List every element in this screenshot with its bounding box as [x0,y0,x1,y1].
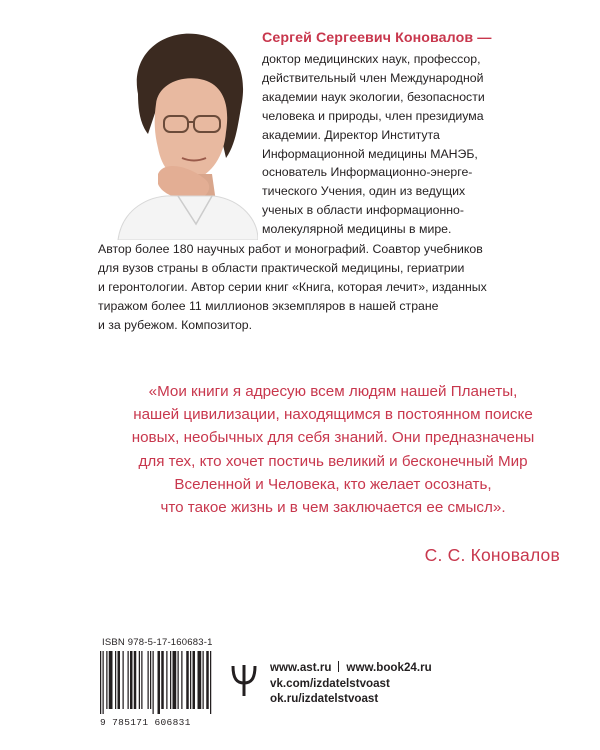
barcode-bar [206,651,209,709]
bio-line: тиражом более 11 миллионов экземпляров в нашей стране [98,298,439,313]
barcode-bar [190,651,191,709]
barcode-bar [150,651,151,709]
barcode-bar [210,651,211,714]
barcode-bar [123,651,124,709]
bio-line: академии наук экологии, безопасности [262,89,485,104]
bio-line: молекулярной медицины в мире. [262,222,452,237]
bio-line: Информационной медицины МАНЭБ, [262,146,478,161]
author-photo [108,24,258,240]
bio-line: основатель Информационно-энерге- [262,165,473,180]
barcode-bar [109,651,113,709]
link-vk[interactable]: vk.com/izdatelstvoast [270,676,390,690]
barcode-bar [181,651,182,709]
barcode-bar [186,651,189,709]
barcode-bar [170,651,171,709]
bio-line: действительный член Международной [262,70,484,85]
site-links-row [270,660,432,676]
author-bio-continued [98,240,558,335]
isbn-barcode [98,651,216,714]
links-divider [338,661,339,672]
barcode-bar [128,651,129,709]
quote-line: новых, необычных для себя знаний. Они предназначены [131,429,535,447]
bio-line: и геронтологии. Автор серии книг «Книга, которая лечит», изданных [98,279,487,294]
isbn-label: ISBN 978-5-17-160683-1 [102,637,213,648]
quote-line: «Мои книги я адресую всем людям нашей Планеты, [148,383,518,400]
author-name: Сергей Сергеевич Коновалов — [262,30,492,46]
bio-line: ученых в области информационно- [262,203,464,218]
quote-line: нашей цивилизации, находящимся в постоянном поиске [133,406,533,424]
barcode-bar [178,651,179,709]
quote-signature: С. С. Коновалов [424,545,560,565]
quote-line: Вселенной и Человека, кто желает осознать, [174,475,492,493]
barcode-bar [158,651,161,714]
publisher-psi-logo-icon [230,663,258,697]
barcode-bar [106,651,107,709]
author-bio [262,50,562,239]
barcode-bar [153,651,154,714]
barcode-bar [148,651,149,709]
bio-line: человека и природы, член президиума [262,108,484,123]
quote-line: для тех, кто хочет постичь великий и бесконечный Мир [138,452,528,470]
barcode-bar [139,651,140,709]
barcode-bar [115,651,116,709]
barcode-bar [118,651,121,709]
barcode-bar [141,651,142,709]
barcode-bar [130,651,133,709]
barcode-bar [193,651,196,709]
bio-line: академии. Директор Института [262,127,440,142]
isbn-digits: 9 785171 606831 [100,717,191,728]
link-ast[interactable]: www.ast.ru [270,661,332,674]
bio-line: и за рубежом. Композитор. [98,317,253,332]
link-book24[interactable]: www.book24.ru [346,661,432,674]
barcode-bar [103,651,104,714]
bio-line: тического Учения, один из ведущих [262,184,466,199]
bio-line: для вузов страны в области практической медицины, гериатрии [98,260,465,275]
barcode-bar [203,651,204,709]
barcode-bar [173,651,177,709]
barcode-bar [100,651,101,714]
bio-line: Автор более 180 научных работ и монографий. Соавтор учебников [98,242,483,256]
barcode-bar [198,651,202,709]
barcode-bar [161,651,164,709]
quote-line: что такое жизнь и в чем заключается ее смысл». [160,499,506,517]
publisher-links [270,660,432,707]
link-ok[interactable]: ok.ru/izdatelstvoast [270,692,379,705]
author-quote [98,380,568,519]
bio-line: доктор медицинских наук, профессор, [262,52,481,66]
barcode-bar [166,651,167,709]
barcode-bar [134,651,137,709]
